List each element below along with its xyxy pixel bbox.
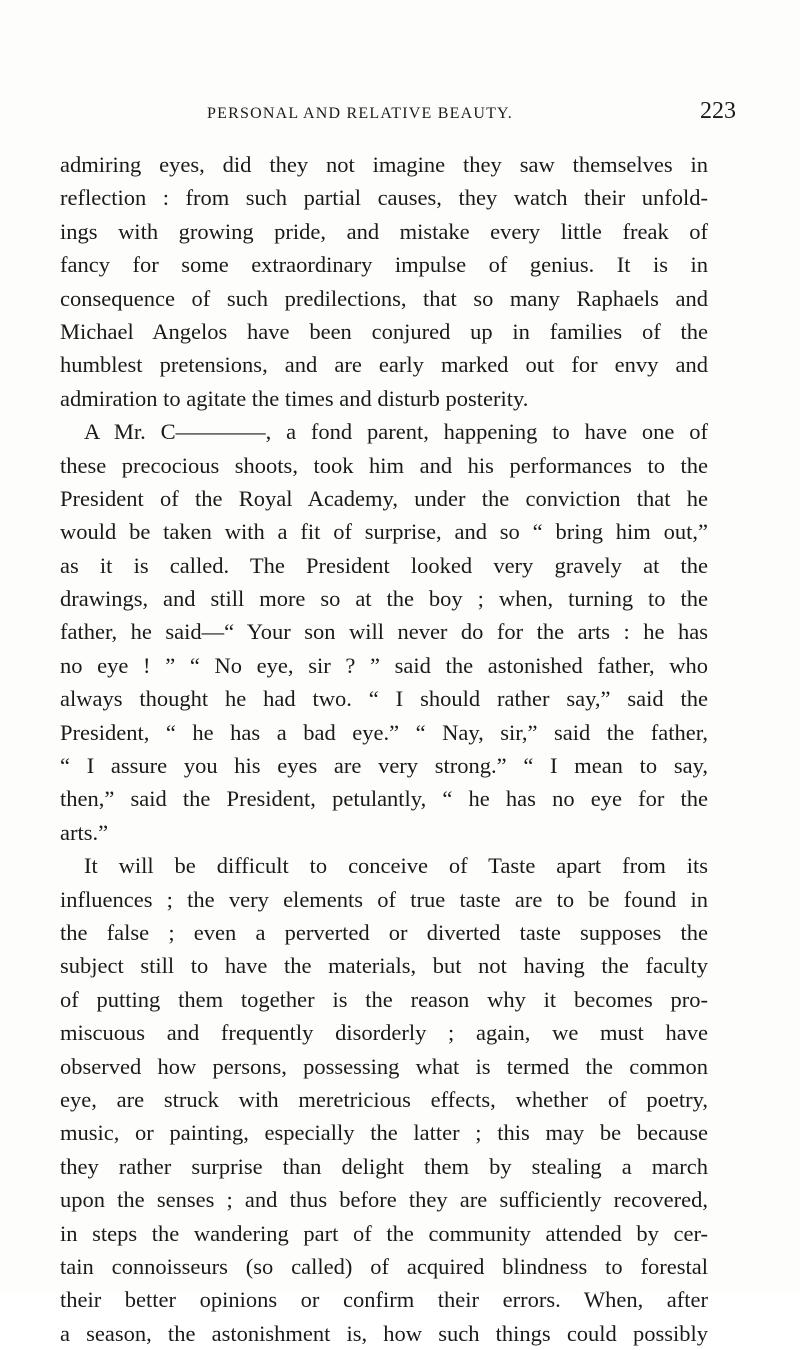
text-line: they rather surprise than delight them by stealing a march — [60, 1153, 708, 1179]
text-line: President, “ he has a bad eye.” “ Nay, sir,” said the father, — [60, 719, 708, 745]
text-line: humblest pretensions, and are early marked out for envy and — [60, 352, 708, 378]
text-line: in steps the wandering part of the community attended by cer- — [60, 1220, 708, 1246]
text-line: eye, are struck with meretricious effects, whether of poetry, — [60, 1086, 708, 1112]
text-line: drawings, and still more so at the boy ; when, turning to the — [60, 586, 708, 612]
text-line: always thought he had two. “ I should rather say,” said the — [60, 686, 708, 712]
running-head — [0, 100, 800, 128]
text-line: no eye ! ” “ No eye, sir ? ” said the astonished father, who — [60, 652, 708, 678]
text-line: influences ; the very elements of true taste are to be found in — [60, 886, 708, 912]
text-line: subject still to have the materials, but not having the faculty — [60, 953, 708, 979]
text-line: arts.” — [60, 819, 109, 845]
running-title: PERSONAL AND RELATIVE BEAUTY. — [207, 105, 513, 122]
text-line: their better opinions or confirm their errors. When, after — [60, 1287, 708, 1313]
text-line: admiring eyes, did they not imagine they saw themselves in — [60, 152, 708, 177]
paragraph-start: A Mr. C————, a fond parent, happening to have one of — [84, 419, 708, 445]
text-line: upon the senses ; and thus before they are sufficiently recovered, — [60, 1187, 708, 1213]
body-text — [60, 148, 708, 1350]
page-number: 223 — [700, 98, 736, 124]
text-line: then,” said the President, petulantly, “ he has no eye for the — [60, 786, 708, 812]
text-line: of putting them together is the reason why it becomes pro- — [60, 986, 708, 1012]
text-line: music, or painting, especially the latter ; this may be because — [60, 1120, 708, 1146]
text-line: miscuous and frequently disorderly ; again, we must have — [60, 1020, 708, 1046]
text-line: admiration to agitate the times and disturb posterity. — [60, 385, 529, 411]
text-line: consequence of such predilections, that so many Raphaels and — [60, 285, 708, 311]
text-line: as it is called. The President looked very gravely at the — [60, 552, 708, 578]
text-line: Michael Angelos have been conjured up in families of the — [60, 318, 708, 344]
text-line: fancy for some extraordinary impulse of genius. It is in — [60, 252, 708, 278]
text-line: the false ; even a perverted or diverted taste supposes the — [60, 919, 708, 945]
text-line: tain connoisseurs (so called) of acquired blindness to forestal — [60, 1253, 708, 1279]
text-line: father, he said—“ Your son will never do for the arts : he has — [60, 619, 708, 645]
text-line: ings with growing pride, and mistake every little freak of — [60, 218, 708, 244]
text-line: reflection : from such partial causes, they watch their unfold- — [60, 185, 708, 211]
text-line: “ I assure you his eyes are very strong.” “ I mean to say, — [60, 753, 708, 779]
paragraph-start: It will be difficult to conceive of Taste apart from its — [84, 853, 708, 879]
text-line: observed how persons, possessing what is termed the common — [60, 1053, 708, 1079]
text-line: President of the Royal Academy, under the conviction that he — [60, 485, 708, 511]
text-line: a season, the astonishment is, how such things could possibly — [60, 1320, 708, 1346]
text-line: these precocious shoots, took him and his performances to the — [60, 452, 708, 478]
text-line: would be taken with a fit of surprise, and so “ bring him out,” — [60, 519, 708, 545]
